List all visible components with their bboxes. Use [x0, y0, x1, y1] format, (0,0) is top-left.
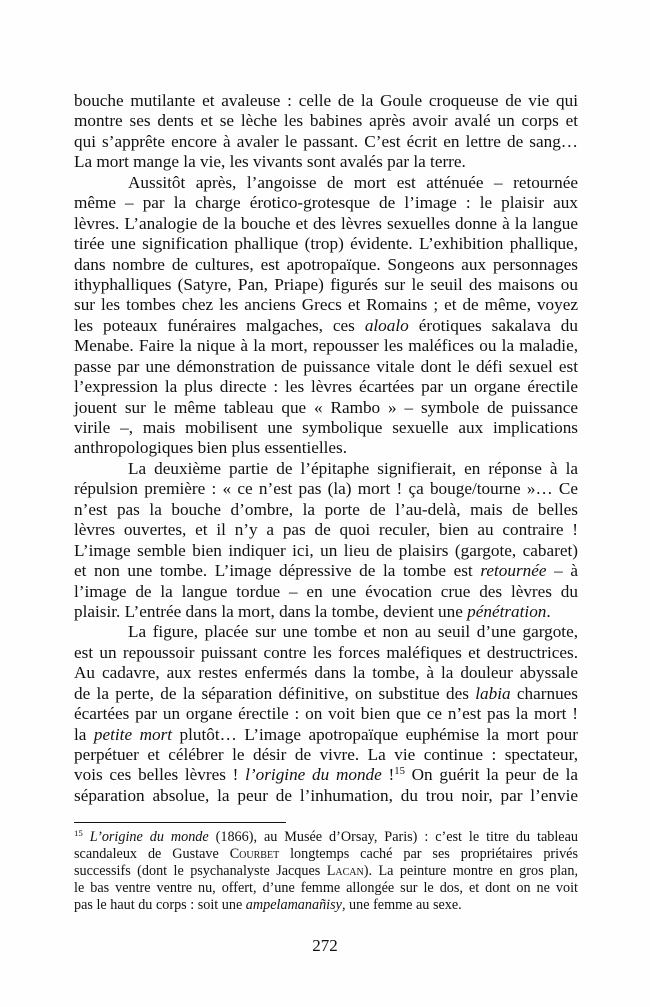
text-run: Aussitôt après, l’angoisse de mort est atténuée – retournée [128, 172, 578, 192]
text-line [74, 111, 578, 131]
text-run: le bas ventre ventre nu, offert, d’une femme allongée sur le dos, et dont on ne voit [74, 880, 578, 897]
text-run: les poteaux funéraires malgaches, ces [74, 315, 365, 335]
text-run: , une femme au sexe. [341, 897, 462, 914]
text-line [74, 173, 578, 193]
text-run: successifs (dont le psychanalyste Jacques [74, 863, 327, 880]
text-run: ). La peinture montre en gros plan, [363, 863, 578, 880]
text-run: pas le haut du corps : soit une [74, 897, 246, 914]
footnote-marker: 15 [74, 828, 83, 839]
text-run: séparation absolue, la peur de l’inhumation, du trou noir, par l’envie [74, 785, 578, 805]
italic-text: l’origine du monde [245, 765, 382, 785]
text-run: perpétuer et célébrer le désir de vivre. La vie continue : spectateur, [74, 745, 578, 764]
italic-text: L’origine du monde [89, 829, 209, 845]
text-run: lèvres. L’analogie de la bouche et des lèvres sexuelles donne à la langue [74, 213, 578, 233]
text-line [74, 91, 578, 111]
text-line [74, 438, 578, 458]
text-line [74, 316, 578, 336]
text-line [74, 479, 578, 499]
text-line [74, 897, 578, 914]
text-line [74, 234, 578, 254]
text-run: montre ses dents et se lèche les babines après avoir avalé un corps et [74, 111, 578, 131]
text-line [74, 398, 578, 418]
text-run [83, 829, 90, 845]
text-line [74, 132, 578, 152]
text-line [74, 880, 578, 897]
text-line [74, 829, 578, 846]
italic-text: aloalo [364, 315, 409, 335]
text-run: . [546, 601, 551, 621]
text-run: vois ces belles lèvres ! [74, 765, 246, 785]
text-run: est un repoussoir puissant contre les forces maléfiques et destructrices. [74, 642, 578, 662]
text-run: la [74, 724, 94, 744]
text-line [74, 622, 578, 642]
text-run: sur les tombes chez les anciens Grecs et Romains ; et de même, voyez [74, 295, 578, 315]
text-line [74, 193, 578, 213]
text-run: La figure, placée sur une tombe et non au seuil d’une gargote, [128, 622, 578, 642]
text-run: L’image semble bien indiquer ici, un lieu de plaisirs (gargote, cabaret) [74, 540, 578, 560]
text-run: érotiques sakalava du [408, 315, 578, 335]
text-run: et non une tombe. L’image dépressive de la tombe est [74, 561, 481, 581]
text-run: On guérit la peur de la [404, 765, 578, 785]
text-run: Courbet [229, 846, 280, 863]
text-run: – à [546, 561, 578, 581]
page-number: 272 [312, 936, 338, 955]
text-line [74, 255, 578, 275]
text-run: virile –, mais mobilisent une symbolique sexuelle aux implications [74, 418, 578, 437]
text-run: ! [381, 765, 395, 785]
text-run: (1866), au Musée d’Orsay, Paris) : c’est le titre du tableau [208, 829, 578, 845]
text-line [74, 377, 578, 397]
text-run: répulsion première : « ce n’est pas (la) mort ! ça bouge/tourne »… Ce [74, 479, 578, 499]
text-line [74, 846, 578, 863]
text-line [74, 725, 578, 745]
text-line [74, 459, 578, 479]
text-line [74, 295, 578, 315]
text-run: plutôt… L’image apotropaïque euphémise la mort pour [172, 724, 578, 744]
text-line [74, 582, 578, 602]
text-run: écartées par un organe érectile : on voit bien que ce n’est pas la mort ! [74, 704, 578, 724]
text-run: anthropologiques bien plus essentielles. [74, 438, 348, 458]
italic-text: labia [475, 683, 511, 703]
text-run: lèvres ouvertes, et il n’y a pas de quoi reculer, bien au contraire ! [74, 520, 578, 540]
text-run: Au cadavre, aux restes enfermés dans la tombe, à la douleur abyssale [74, 663, 578, 683]
footnote-15 [74, 829, 578, 914]
text-run: même – par la charge érotico-grotesque de l’image : le plaisir aux [74, 193, 578, 213]
text-run: l’image de la langue tordue – en une évocation crue des lèvres du [74, 581, 578, 601]
text-run: de la perte, de la séparation définitive, on substitue des [74, 683, 476, 703]
text-run: jouent sur le même tableau que « Rambo » – symbole de puissance [74, 397, 578, 417]
text-line [74, 745, 578, 765]
text-line [74, 357, 578, 377]
text-line [74, 152, 578, 172]
text-line [74, 275, 578, 295]
italic-text: petite mort [93, 724, 173, 744]
text-line [74, 520, 578, 540]
italic-text: retournée [480, 561, 547, 581]
text-run: La deuxième partie de l’épitaphe signifierait, en réponse à la [128, 458, 578, 478]
text-run: dans nombre de cultures, est apotropaïque. Songeons aux personnages [74, 254, 578, 274]
text-line [74, 765, 578, 785]
text-line [74, 602, 578, 622]
text-run: Lacan [326, 863, 364, 880]
text-run: La mort mange la vie, les vivants sont avalés par la terre. [74, 152, 466, 172]
text-run: longtemps caché par ses propriétaires privés [279, 846, 578, 863]
footnote-marker: 15 [394, 766, 405, 778]
text-run: passe par une démonstration de puissance vitale dont le défi sexuel est [74, 356, 578, 376]
text-run: bouche mutilante et avaleuse : celle de la Goule croqueuse de vie qui [74, 91, 578, 110]
text-run: scandaleux de Gustave [74, 846, 230, 863]
footnote-separator [74, 822, 286, 823]
text-line [74, 786, 578, 806]
text-line [74, 663, 578, 683]
body-text [74, 91, 578, 806]
text-line [74, 684, 578, 704]
italic-text: pénétration [467, 601, 547, 621]
text-run: n’est pas la bouche d’ombre, la porte de l’au-delà, mais de belles [74, 499, 578, 519]
text-run: tirée une signification phallique (trop) évidente. L’exhibition phallique, [74, 234, 578, 254]
text-line [74, 214, 578, 234]
text-line [74, 500, 578, 520]
text-line [74, 643, 578, 663]
text-run: qui s’apprête encore à avaler le passant. C’est écrit en lettre de sang… [74, 131, 578, 151]
text-run: l’expression la plus directe : les lèvres écartées par un organe érectile [74, 377, 578, 397]
text-line [74, 418, 578, 438]
text-run: plaisir. L’entrée dans la mort, dans la tombe, devient une [74, 601, 468, 621]
text-run: charnues [510, 683, 578, 703]
text-run: Menabe. Faire la nique à la mort, repousser les maléfices ou la maladie, [74, 336, 578, 356]
text-line [74, 704, 578, 724]
text-line [74, 561, 578, 581]
text-line [74, 336, 578, 356]
text-run: ithyphalliques (Satyre, Pan, Priape) figurés sur le seuil des maisons ou [74, 274, 578, 294]
italic-text: ampelamanañisy [245, 897, 342, 914]
text-line [74, 863, 578, 880]
text-line [74, 541, 578, 561]
